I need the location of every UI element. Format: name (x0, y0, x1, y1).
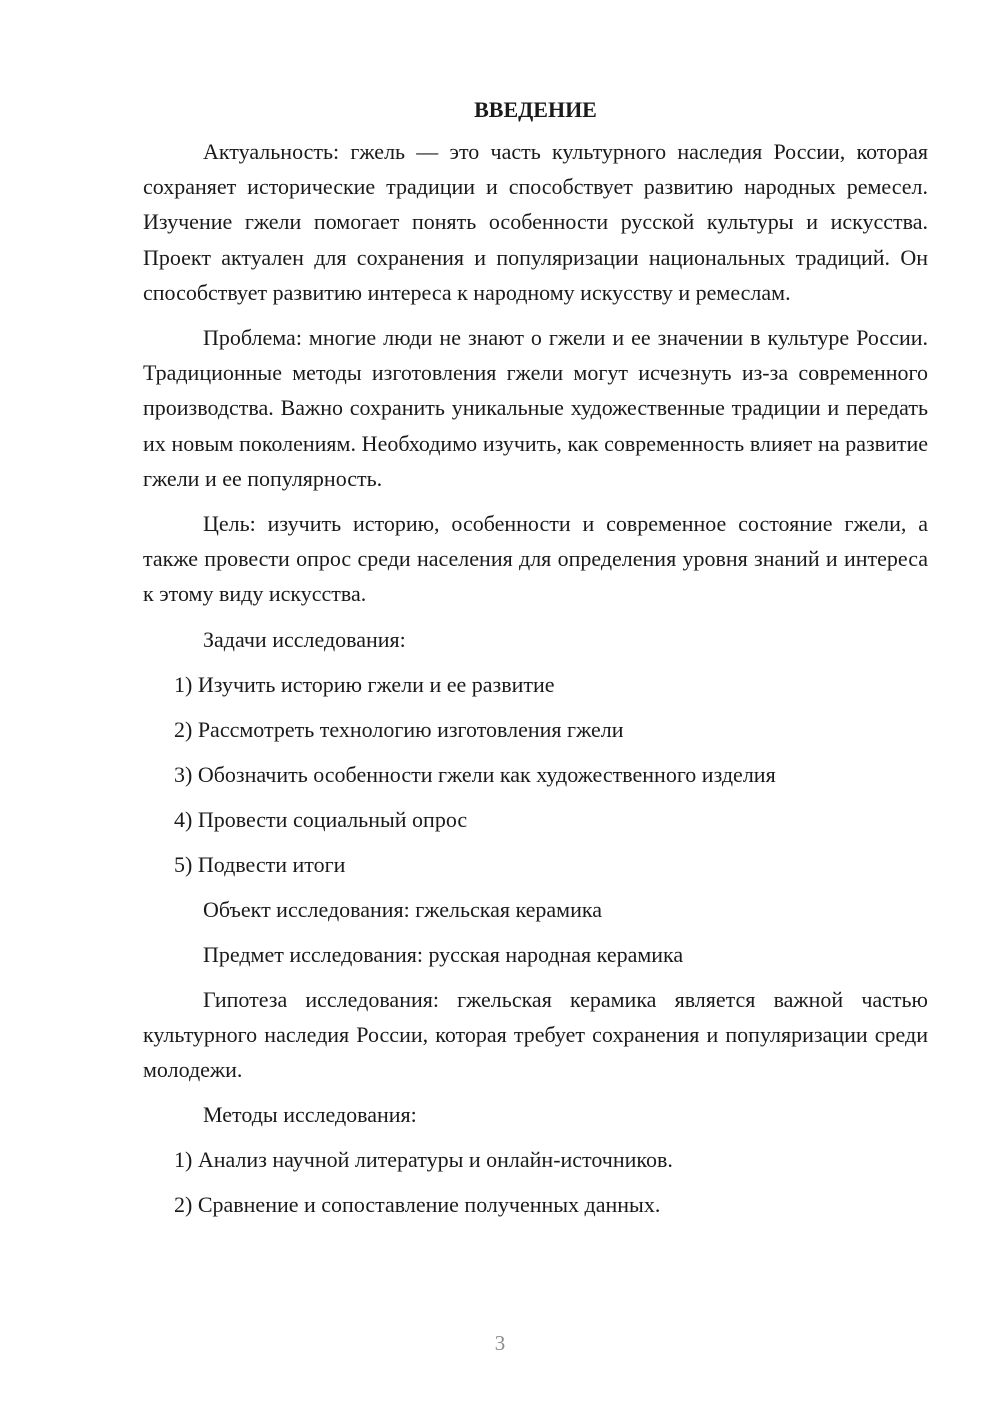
task-item: 2) Рассмотреть технологию изготовления гжели (174, 716, 624, 742)
research-subject: Предмет исследования: русская народная керамика (203, 941, 684, 967)
goal-paragraph: Цель: изучить историю, особенности и современное состояние гжели, а также провести опрос среди населения для определения уровня знаний и интереса к этому виду искусства. (143, 511, 928, 607)
method-item: 1) Анализ научной литературы и онлайн-источников. (174, 1147, 673, 1173)
document-page (143, 92, 928, 1232)
method-item: 2) Сравнение и сопоставление полученных данных. (174, 1192, 661, 1218)
task-item: 3) Обозначить особенности гжели как художественного изделия (174, 761, 776, 787)
task-item: 4) Провести социальный опрос (174, 806, 468, 832)
tasks-heading: Задачи исследования: (203, 626, 406, 652)
task-item: 1) Изучить историю гжели и ее развитие (174, 671, 555, 697)
problem-paragraph: Проблема: многие люди не знают о гжели и ее значении в культуре России. Традиционные методы изготовления гжели могут исчезнуть из-за современного производства. Важно сохранить уникальные художественные традиции и передать их новым поколениям. Необходимо изучить, как современность влияет на развитие гжели и ее популярность. (143, 325, 928, 491)
section-title: ВВЕДЕНИЕ (474, 97, 597, 122)
relevance-paragraph: Актуальность: гжель — это часть культурного наследия России, которая сохраняет исторические традиции и способствует развитию народных ремесел. Изучение гжели помогает понять особенности русской культуры и искусства. Проект актуален для сохранения и популяризации национальных традиций. Он способствует развитию интереса к народному искусству и ремеслам. (143, 139, 928, 305)
hypothesis-paragraph: Гипотеза исследования: гжельская керамика является важной частью культурного наследия России, которая требует сохранения и популяризации среди молодежи. (143, 986, 928, 1083)
research-object: Объект исследования: гжельская керамика (203, 896, 602, 922)
task-item: 5) Подвести итоги (174, 851, 346, 877)
methods-heading: Методы исследования: (203, 1102, 417, 1128)
page-number: 3 (494, 1331, 506, 1355)
